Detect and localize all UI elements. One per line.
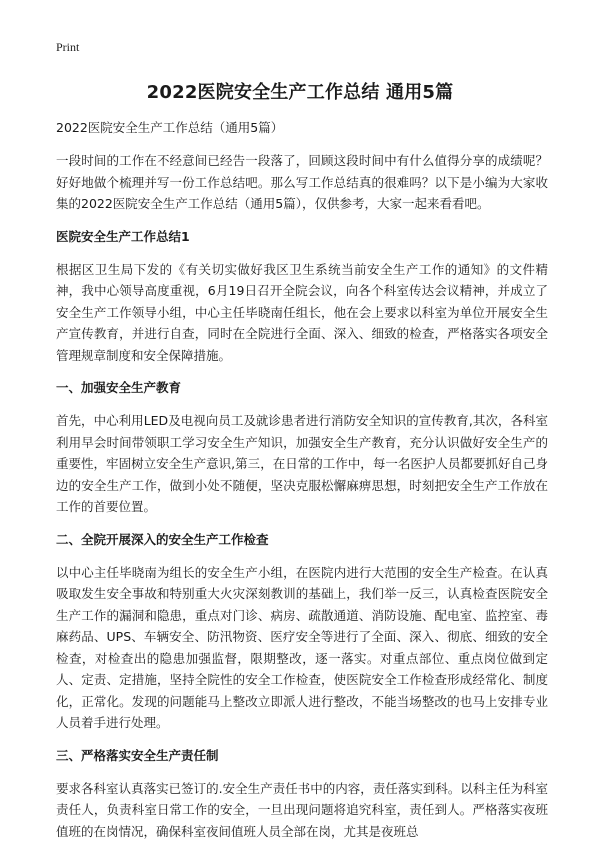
paragraph-inspection: 以中心主任毕晓南为组长的安全生产小组，在医院内进行大范围的安全生产检查。在认真吸取发生安全事故和特别重大火灾深刻教训的基础上，我们举一反三，认真检查医院安全生产工作的漏洞和隐患，重点对门诊、病房、疏散通道、消防设施、配电室、监控室、毒麻药品、UPS、车辆安全、防汛物资、医疗安全等进行了全面、深入、彻底、细致的安全检查，对检查出的隐患加强监督，限期整改，逐一落实。对重点部位、重点岗位做到定人、定责、定措施，坚持全院性的安全工作检查，使医院安全工作检查形成经常化、制度化，正常化。发现的问题能马上整改立即派人进行整改，不能当场整改的也马上安排专业人员着手进行处理。	[56, 564, 548, 730]
paragraph-education: 首先，中心利用LED及电视向员工及就诊患者进行消防安全知识的宣传教育,其次，各科室利用早会时间带领职工学习安全生产知识，加强安全生产教育，充分认识做好安全生产的重要性，牢固树立安全生产意识,第三，在日常的工作中，每一名医护人员都要抓好自己身边的安全生产工作，做到小处不随便，坚决克服松懈麻痹思想，时刻把安全生产工作放在工作的首要位置。	[56, 413, 548, 514]
print-label: Print	[56, 40, 80, 54]
document-body	[56, 118, 548, 854]
section-paragraph-1: 根据区卫生局下发的《有关切实做好我区卫生系统当前安全生产工作的通知》的文件精神，我中心领导高度重视，6月19日召开全院会议，向各个科室传达会议精神，并成立了安全生产工作领导小组，中心主任毕晓南任组长，他在会上要求以科室为单位开展安全生产宣传教育，并进行自查，同时在全院进行全面、深入、细致的检查，严格落实各项安全管理规章制度和安全保障措施。	[56, 261, 548, 363]
subheading-inspection: 二、全院开展深入的安全生产工作检查	[56, 531, 269, 547]
subheading-responsibility: 三、严格落实安全生产责任制	[56, 747, 219, 763]
page-title: 2022医院安全生产工作总结 通用5篇	[146, 82, 454, 103]
intro-paragraph: 一段时间的工作在不经意间已经告一段落了，回顾这段时间中有什么值得分享的成绩呢？好好地做个梳理并写一份工作总结吧。那么写工作总结真的很难吗？以下是小编为大家收集的2022医院安全生产工作总结（通用5篇），仅供参考，大家一起来看看吧。	[56, 153, 548, 211]
subheading-education: 一、加强安全生产教育	[56, 380, 182, 395]
document-subtitle: 2022医院安全生产工作总结（通用5篇）	[56, 120, 284, 135]
paragraph-responsibility: 要求各科室认真落实已签订的.安全生产责任书中的内容，责任落实到科。以科主任为科室责任人，负责科室日常工作的安全，一旦出现问题将追究科室，责任到人。严格落实夜班值班的在岗情况，确保科室夜间值班人员全部在岗，尤其是夜班总	[56, 780, 548, 839]
section-heading-1: 医院安全生产工作总结1	[56, 228, 190, 244]
